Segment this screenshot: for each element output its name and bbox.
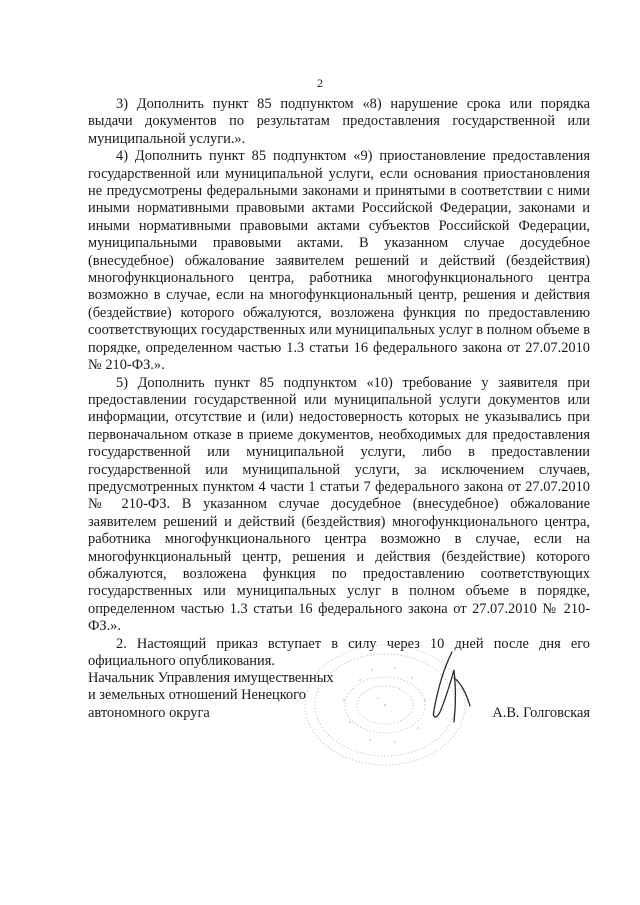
signature-block — [88, 670, 590, 750]
signatory-position — [88, 670, 388, 722]
page-number: 2 — [317, 76, 323, 90]
signatory-position-line: Начальник Управления имущественных — [88, 670, 334, 686]
paragraph-effective-date: 2. Настоящий приказ вступает в силу через 10 дней после дня его официального опубликования. — [88, 635, 590, 669]
signatory-position-line: автономного округа — [88, 704, 210, 721]
signatory-position-line: и земельных отношений Ненецкого — [88, 687, 306, 704]
paragraph-item-3: 3) Дополнить пункт 85 подпунктом «8) нарушение срока или порядка выдачи документов по результатам предоставления государственной или муниципальной услуги.». — [88, 96, 590, 147]
paragraph-item-5: 5) Дополнить пункт 85 подпунктом «10) требование у заявителя при предоставлении государственной или муниципальной услуги документов или информации, отсутствие и (или) недостоверность которых не указывались при первоначальном отказе в приеме документов, необходимых для предоставления государственной или муниципальной услуги, либо в предоставлении государственной или муниципальной услуги, за исключением случаев, предусмотренных пунктом 4 части 1 статьи 7 федерального закона от 27.07.2010 № 210-ФЗ. В указанном случае досудебное (внесудебное) обжалование заявителем решений и действий (бездействия) многофункционального центра, работника многофункционального центра возможно в случае, если на многофункциональный центр, решения и действия (бездействие) которого обжалуются, возложена функция по предоставлению соответствующих государственных или муниципальных услуг в полном объеме в порядке, определенном частью 1.3 статьи 16 федерального закона от 27.07.2010 № 210-ФЗ.». — [88, 374, 590, 635]
signatory-name: А.В. Голговская — [492, 704, 590, 721]
document-body — [88, 96, 590, 670]
paragraph-item-4: 4) Дополнить пункт 85 подпунктом «9) приостановление предоставления государственной или муниципальной услуги, если основания приостановления не предусмотрены федеральными законами и принятыми в соответствии с ними иными нормативными правовыми актами Российской Федерации, законами и иными нормативными правовыми актами субъектов Российской Федерации, муниципальными правовыми актами. В указанном случае досудебное (внесудебное) обжалование заявителем решений и действий (бездействия) многофункционального центра, работника многофункционального центра возможно в случае, если на многофункциональный центр, решения и действия (бездействие) которого обжалуются, возложена функция по предоставлению соответствующих государственных или муниципальных услуг в полном объеме в порядке, определенном частью 1.3 статьи 16 федерального закона от 27.07.2010 № 210-ФЗ.». — [88, 148, 590, 374]
